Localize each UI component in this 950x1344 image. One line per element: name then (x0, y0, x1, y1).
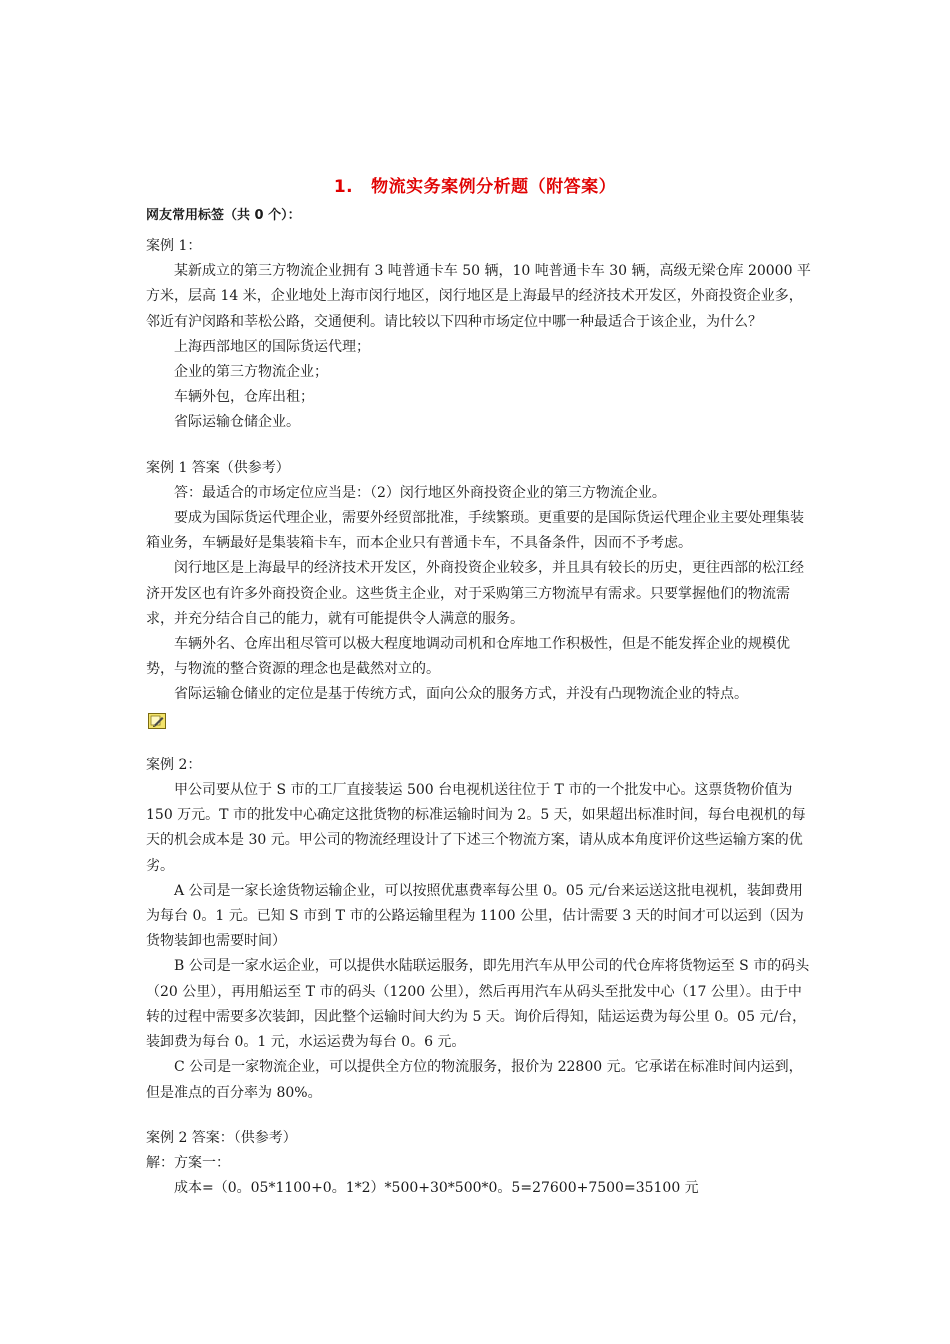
case1-option: 企业的第三方物流企业； (174, 364, 328, 381)
spacer (146, 733, 811, 753)
case2-paragraph: B 公司是一家水运企业，可以提供水陆联运服务，即先用汽车从甲公司的代仓库将货物运至 S 市的码头（20 公里），再用船运至 T 市的码头（1200 公里），然后再用汽车从码头至批发中心（17 公里）。由于中转的过程中需要多次装卸，因此整个运输时间大约为 5 天。询价后得知，陆运运费为每公里 0。05 元/台，装卸费为每台 0。1 元，水运运费为每台 0。6 元。 (146, 958, 810, 1051)
case1-answer-paragraph: 要成为国际货运代理企业，需要外经贸部批准，手续繁琐。更重要的是国际货运代理企业主要处理集装箱业务，车辆最好是集装箱卡车，而本企业只有普通卡车，不具备条件，因而不予考虑。 (146, 510, 804, 552)
case2-answer-heading: 案例 2 答案：（供参考） (146, 1129, 297, 1146)
document-body (146, 234, 811, 1201)
case2-heading: 案例 2： (146, 756, 202, 773)
case1-option: 车辆外包，仓库出租； (174, 389, 314, 406)
case1-answer-paragraph: 答：最适合的市场定位应当是：（2）闵行地区外商投资企业的第三方物流企业。 (174, 484, 666, 501)
case2-paragraph: A 公司是一家长途货物运输企业，可以按照优惠费率每公里 0。05 元/台来运送这批电视机，装卸费用为每台 0。1 元。已知 S 市到 T 市的公路运输里程为 1100 公里，估计需要 3 天的时间才可以运到（因为货物装卸也需要时间） (146, 882, 804, 950)
case1-heading: 案例 1： (146, 238, 202, 254)
solution-label: 解：方案一： (146, 1154, 230, 1171)
cost-formula: 成本=（0。05*1100+0。1*2）*500+30*500*0。5=27600+7500=35100 元 (174, 1180, 699, 1197)
spacer (146, 1106, 811, 1126)
title-text: 物流实务案例分析题（附答案） (371, 177, 617, 197)
tags-line[interactable]: 网友常用标签（共 0 个）： (146, 208, 301, 223)
title-number: 1. (333, 177, 354, 197)
edit-note-row (146, 708, 811, 733)
case1-answer-paragraph: 车辆外名、仓库出租尽管可以极大程度地调动司机和仓库地工作积极性，但是不能发挥企业的规模优势，与物流的整合资源的理念也是截然对立的。 (146, 636, 790, 678)
case1-answer-heading: 案例 1 答案（供参考） (146, 459, 290, 476)
case2-paragraph: C 公司是一家物流企业，可以提供全方位的物流服务，报价为 22800 元。它承诺在标准时间内运到，但是准点的百分率为 80%。 (146, 1059, 803, 1101)
case1-option: 省际运输仓储企业。 (174, 414, 300, 431)
case1-paragraph: 某新成立的第三方物流企业拥有 3 吨普通卡车 50 辆，10 吨普通卡车 30 辆，高级无梁仓库 20000 平方米，层高 14 米，企业地处上海市闵行地区，闵行地区是上海最早的经济技术开发区，外商投资企业多，邻近有沪闵路和莘松公路，交通便利。请比较以下四种市场定位中哪一种最适合于该企业，为什么？ (146, 263, 811, 330)
case2-paragraph: 甲公司要从位于 S 市的工厂直接装运 500 台电视机送往位于 T 市的一个批发中心。这票货物价值为 150 万元。T 市的批发中心确定这批货物的标准运输时间为 2。5 天，如果超出标准时间，每台电视机的每天的机会成本是 30 元。甲公司的物流经理设计了下述三个物流方案，请从成本角度评价这些运输方案的优劣。 (146, 782, 806, 874)
spacer (146, 436, 811, 456)
case1-answer-paragraph: 省际运输仓储业的定位是基于传统方式，面向公众的服务方式，并没有凸现物流企业的特点。 (174, 686, 748, 703)
case1-option: 上海西部地区的国际货运代理； (174, 338, 370, 355)
case1-answer-paragraph: 闵行地区是上海最早的经济技术开发区，外商投资企业较多，并且具有较长的历史，更往西部的松江经济开发区也有许多外商投资企业。这些货主企业，对于采购第三方物流早有需求。只要掌握他们的物流需求，并充分结合自己的能力，就有可能提供令人满意的服务。 (146, 560, 804, 627)
edit-note-icon[interactable] (148, 713, 166, 729)
page-title (0, 172, 950, 197)
